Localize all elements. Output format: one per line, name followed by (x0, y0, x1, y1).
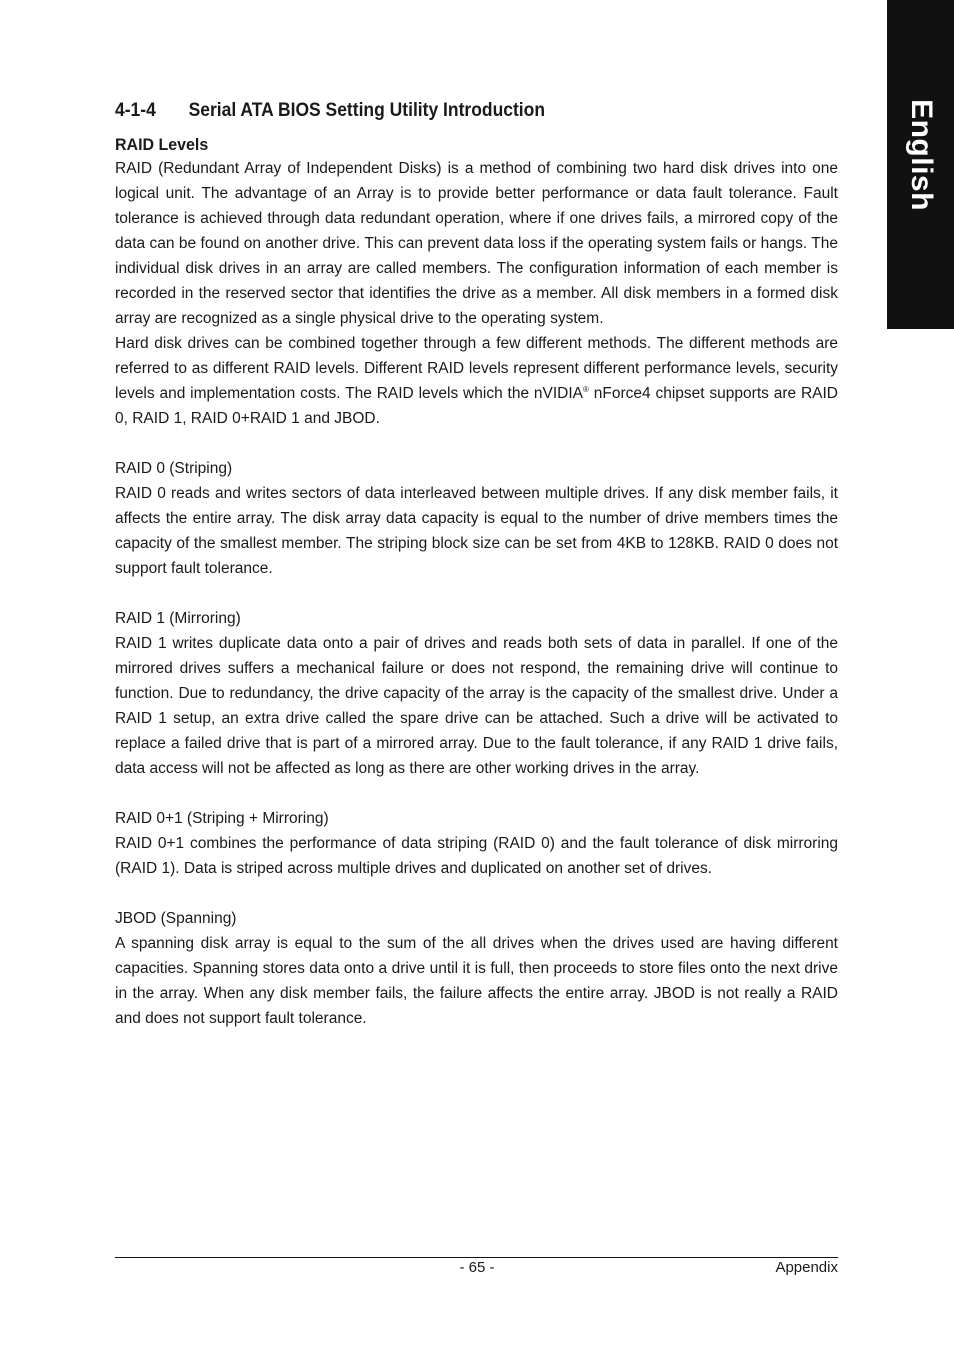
footer-section-label: Appendix (775, 1259, 838, 1276)
raid1-section (115, 606, 838, 781)
raid01-description: RAID 0+1 combines the performance of data striping (RAID 0) and the fault tolerance of disk mirroring (RAID 1). Data is striped across multiple drives and duplicated on another set of drives. (115, 835, 838, 877)
raid-intro-paragraph: RAID (Redundant Array of Independent Disks) is a method of combining two hard disk drives into one logical unit. The advantage of an Array is to provide better performance or data fault tolerance. Fault tolerance is achieved through data redundant operation, where if one drives fails, a mirrored copy of the data can be found on another drive. This can prevent data loss if the operating system fails or hangs. The individual disk drives in an array are called members. The configuration information of each member is recorded in the reserved sector that identifies the drive as a member. All disk members in a formed disk array are recognized as a single physical drive to the operating system. (115, 160, 838, 327)
raid-methods-text-end: nForce4 chipset supports are RAID 0, RAID 1, RAID 0+RAID 1 and JBOD. (115, 385, 838, 427)
raid0-title: RAID 0 (Striping) (115, 460, 233, 477)
raid0-description: RAID 0 reads and writes sectors of data interleaved between multiple drives. If any disk member fails, it affects the entire array. The disk array data capacity is equal to the number of drive members times the capacity of the smallest member. The striping block size can be set from 4KB to 128KB. RAID 0 does not support fault tolerance. (115, 485, 838, 577)
raid-levels-heading: RAID Levels (115, 135, 209, 154)
raid1-title: RAID 1 (Mirroring) (115, 610, 241, 627)
jbod-description: A spanning disk array is equal to the sum of the all drives when the drives used are having different capacities. Spanning stores data onto a drive until it is full, then proceeds to store files onto the next drive in the array. When any disk member fails, the failure affects the entire array. JBOD is not really a RAID and does not support fault tolerance. (115, 935, 838, 1027)
raid0-section (115, 456, 838, 581)
section-number: 4-1-4 (115, 100, 156, 121)
side-tab-label: English (904, 99, 938, 211)
raid01-title: RAID 0+1 (Striping + Mirroring) (115, 810, 329, 827)
section-title: Serial ATA BIOS Setting Utility Introduction (188, 100, 546, 121)
spacer (115, 581, 838, 606)
jbod-section (115, 906, 838, 1031)
raid-methods-paragraph (115, 331, 838, 431)
page-number: - 65 - (459, 1259, 495, 1276)
jbod-title: JBOD (Spanning) (115, 910, 237, 927)
raid-methods-text: Hard disk drives can be combined together through a few different methods. The different methods are referred to as different RAID levels. Different RAID levels represent different performance levels, security levels and implementation costs. The RAID levels which the nVIDIA (115, 335, 838, 402)
spacer (115, 781, 838, 806)
section-heading (115, 96, 780, 126)
raid01-section (115, 806, 838, 881)
page-content (115, 96, 838, 1031)
language-side-tab (887, 0, 954, 329)
raid1-description: RAID 1 writes duplicate data onto a pair of drives and reads both sets of data in parallel. If one of the mirrored drives suffers a mechanical failure or does not respond, the remaining drive will continue to function. Due to redundancy, the drive capacity of the array is the capacity of the smallest drive. Under a RAID 1 setup, an extra drive called the spare drive can be attached. Such a drive will be activated to replace a failed drive that is part of a mirrored array. Due to the fault tolerance, if any RAID 1 drive fails, data access will not be affected as long as there are other working drives in the array. (115, 635, 838, 777)
registered-mark: ® (583, 385, 589, 394)
spacer (115, 881, 838, 906)
spacer (115, 431, 838, 456)
